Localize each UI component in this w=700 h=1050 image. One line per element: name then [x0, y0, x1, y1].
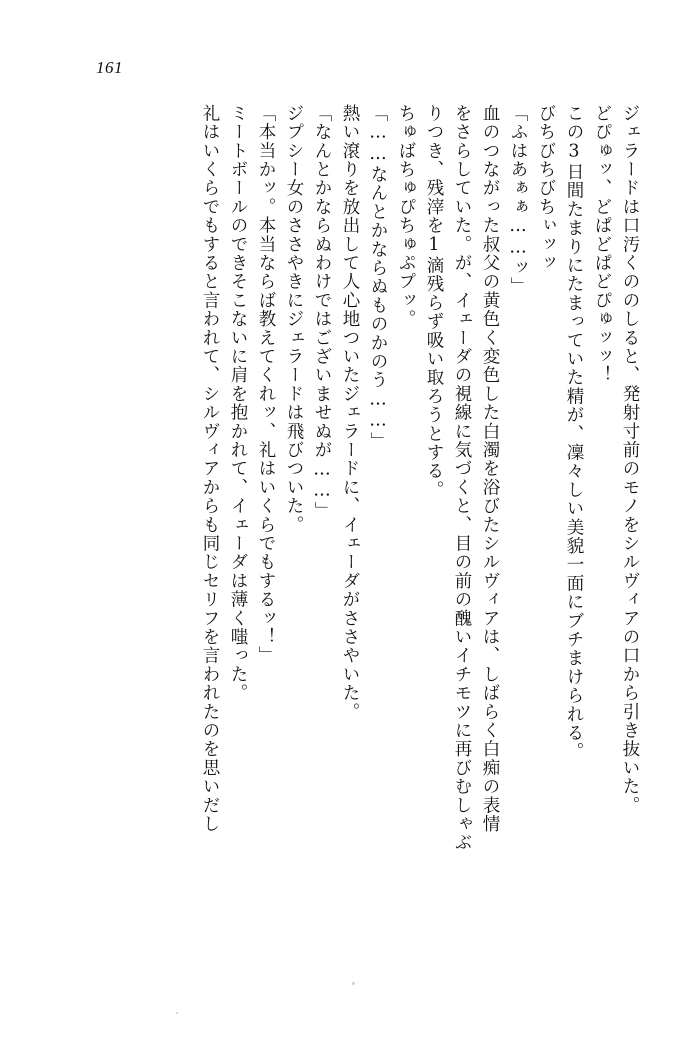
vertical-text-block [62, 104, 638, 984]
text-column: 「……なんとかならぬものかのう……」 [368, 104, 388, 451]
text-column: どぴゅッ、どぱどぱどぴゅッッ！ [592, 104, 612, 385]
text-column: 「本当かッ。本当ならば教えてくれッ、礼はいくらでもするッ！」 [256, 104, 276, 665]
text-column: ちゅばちゅぴちゅぷプッ。 [396, 104, 416, 329]
text-column: 熱い滾りを放出して人心地ついたジェラードに、イェーダがささやいた。 [340, 104, 360, 722]
text-column: ジェラードは口汚くののしると、発射寸前のモノをシルヴィアの口から引き抜いた。 [620, 104, 640, 815]
text-column: 礼はいくらでもすると言われて、シルヴィアからも同じセリフを言われたのを思いだし [200, 104, 220, 834]
text-column: りつき、残滓を1滴残らず吸い取ろうとする。 [424, 104, 444, 500]
page-number: 161 [96, 58, 123, 77]
speck [176, 1012, 178, 1014]
text-column: ジプシー女のささやきにジェラードは飛びついた。 [284, 104, 304, 535]
text-column: この3日間たまりにたまっていた精が、凜々しい美貌一面にブチまけられる。 [564, 104, 584, 761]
text-column: 「なんとかならぬわけではございませぬが……」 [312, 104, 332, 521]
text-column: ミートボールのできそこないに肩を抱かれて、イェーダは薄く嗤った。 [228, 104, 248, 703]
text-column: をさらしていた。が、イェーダの視線に気づくと、目の前の醜いイチモツに再びむしゃぶ [452, 104, 472, 852]
text-column: 「ふはあぁぁ……ッ」 [508, 104, 528, 296]
text-column: びちびちびちぃッッ [536, 104, 556, 273]
text-column: 血のつながった叔父の黄色く変色した白濁を浴びたシルヴィアは、しばらく白痴の表情 [480, 104, 500, 834]
